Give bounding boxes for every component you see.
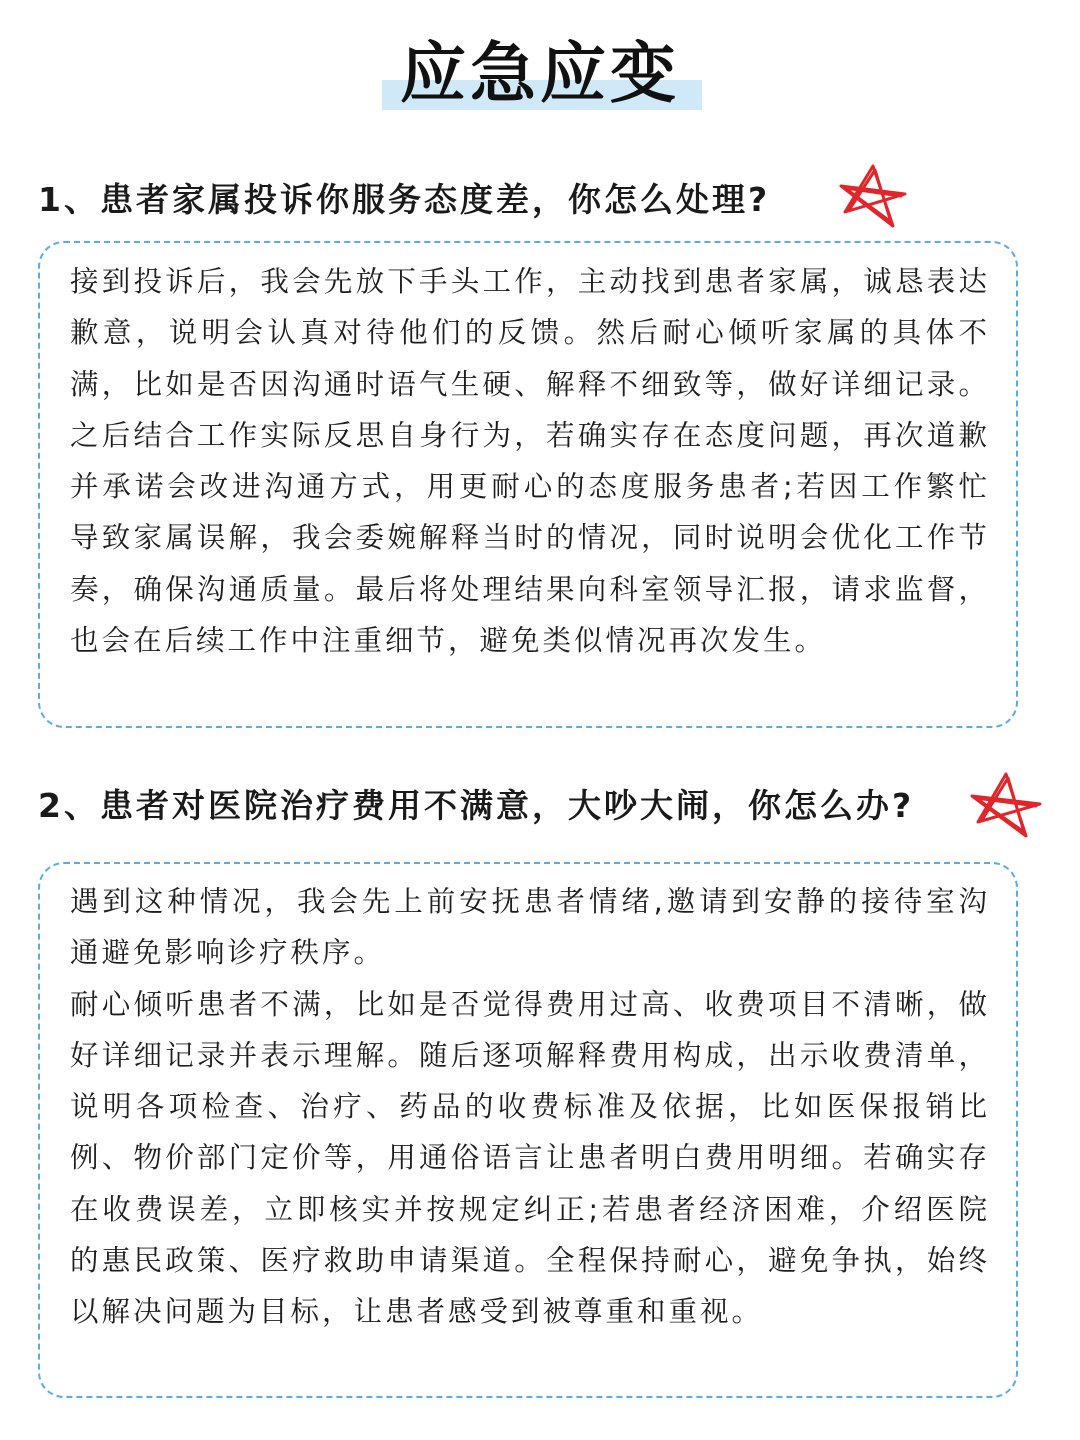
answer-2-text: 遇到这种情况，我会先上前安抚患者情绪,邀请到安静的接待室沟通避免影响诊疗秩序。 耐心倾听患者不满，比如是否觉得费用过高、收费项目不清晰，做好详细记录并表示理解。随后逐项解释费用构成，出示收费清单，说明各项检查、治疗、药品的收费标准及依据，比如医保报销比例、物价部门定价等，用通俗语言让患者明白费用明细。若确实存在收费误差，立即核实并按规定纠正;若患者经济困难，介绍医院的惠民政策、医疗救助申请渠道。全程保持耐心，避免争执，始终以解决问题为目标，让患者感受到被尊重和重视。 [70, 885, 990, 1329]
answer-box-2 [38, 862, 1018, 1398]
question-2: 2、患者对医院治疗费用不满意，大吵大闹，你怎么办? [38, 786, 915, 825]
answer-1-text: 接到投诉后，我会先放下手头工作，主动找到患者家属，诚恳表达歉意，说明会认真对待他们的反馈。然后耐心倾听家属的具体不满，比如是否因沟通时语气生硬、解释不细致等，做好详细记录。之后结合工作实际反思自身行为，若确实存在态度问题，再次道歉并承诺会改进沟通方式，用更耐心的态度服务患者;若因工作繁忙导致家属误解，我会委婉解释当时的情况，同时说明会优化工作节奏，确保沟通质量。最后将处理结果向科室领导汇报，请求监督，也会在后续工作中注重细节，避免类似情况再次发生。 [70, 265, 990, 658]
answer-box-1 [38, 241, 1018, 728]
question-1: 1、患者家属投诉你服务态度差，你怎么处理? [38, 180, 771, 219]
star-icon [966, 768, 1046, 844]
star-icon [835, 160, 911, 236]
title-box [390, 32, 690, 116]
page-title: 应急应变 [400, 35, 680, 112]
title-section [0, 32, 1080, 116]
